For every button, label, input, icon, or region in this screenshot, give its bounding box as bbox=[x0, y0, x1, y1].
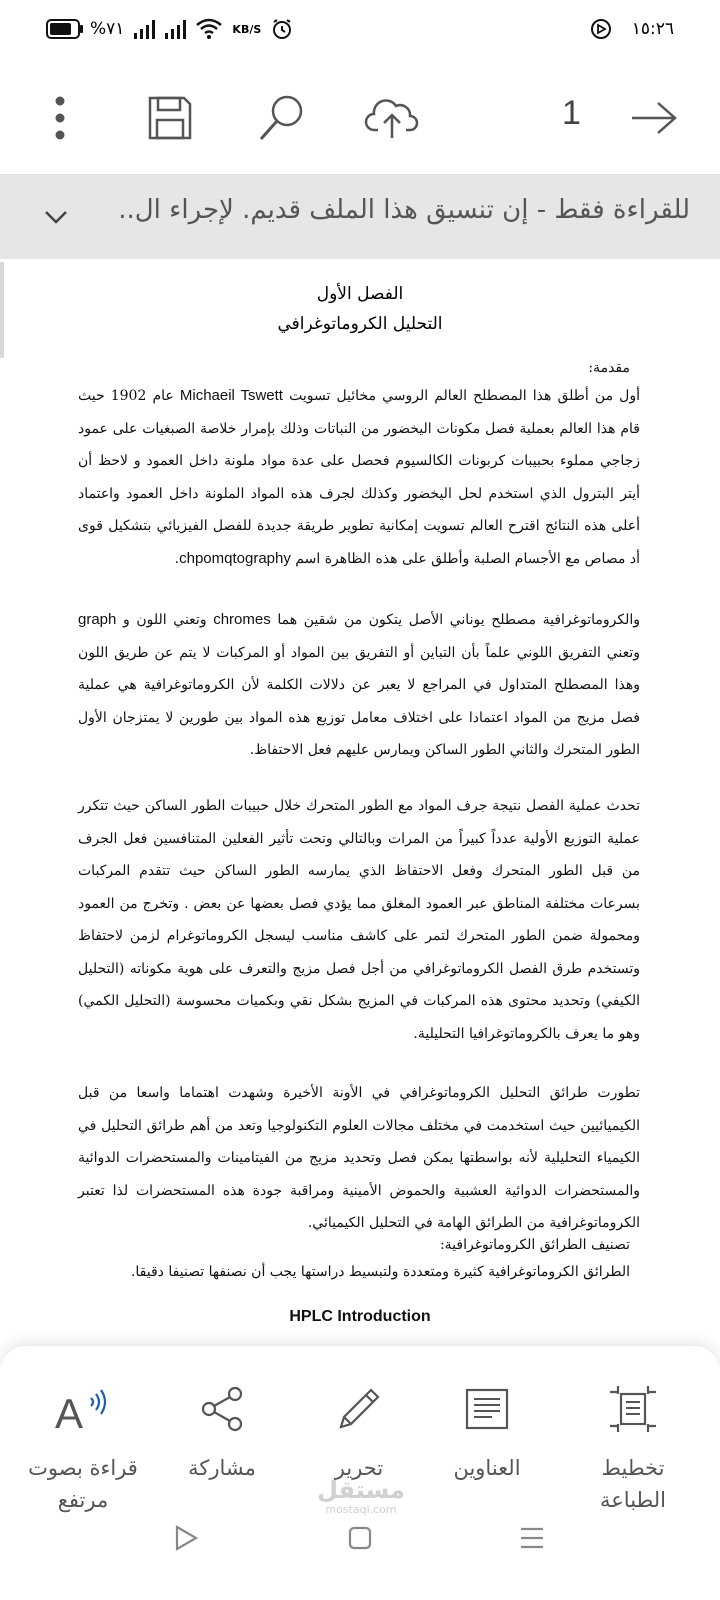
intro-label: مقدمة: bbox=[588, 360, 630, 376]
nav-back-button[interactable] bbox=[166, 1518, 206, 1558]
forward-button[interactable] bbox=[622, 86, 686, 150]
print-layout-label: تخطيط الطباعة bbox=[600, 1456, 666, 1512]
read-only-banner[interactable] bbox=[0, 175, 720, 259]
alarm-icon bbox=[271, 18, 293, 40]
watermark-domain: mostaql.com bbox=[325, 1503, 397, 1516]
headings-label: العناوين bbox=[453, 1456, 521, 1480]
battery-percent: %٧١ bbox=[90, 19, 125, 39]
share-button[interactable] bbox=[155, 1374, 289, 1484]
headings-icon bbox=[464, 1387, 510, 1431]
page-number: 1 bbox=[562, 94, 581, 132]
paragraph-4: تطورت طرائق التحليل الكروماتوغرافي في الأونة الأخيرة وشهدت اهتماما واسعا من قبل الكيميائيين حيث استخدمت في مختلف مجالات العلوم التكنولوجيا وتعد من أهم طرائق التحليل في الكيمياء التحليلية لأنه بواسطتها يمكن فصل وتحديد مزيج من الفيتامينات والمستحضرات الدوائية والمستحضرات الدوائية العشبية والحموض الأمينية ومراقبة جودة هذه المستحضرات لذا تعتبر الكروماتوغرافية من الطرائق الهامة في التحليل الكيميائي. bbox=[78, 1085, 640, 1231]
arrow-right-icon bbox=[630, 100, 678, 136]
signal-icon-2 bbox=[165, 19, 186, 39]
more-vertical-icon bbox=[53, 96, 67, 140]
read-aloud-label: قراءة بصوت مرتفع bbox=[28, 1456, 138, 1512]
svg-text:A: A bbox=[55, 1390, 84, 1434]
share-label: مشاركة bbox=[188, 1456, 256, 1480]
chevron-down-icon[interactable] bbox=[40, 201, 72, 233]
cloud-upload-button[interactable] bbox=[360, 86, 424, 150]
bottom-action-panel bbox=[0, 1346, 720, 1600]
classification-heading: تصنيف الطرائق الكروماتوغرافية: bbox=[439, 1237, 630, 1253]
page-edge bbox=[0, 262, 4, 358]
watermark-brand: مستقل bbox=[317, 1476, 405, 1504]
cloud-upload-icon bbox=[364, 96, 420, 140]
print-layout-button[interactable] bbox=[566, 1374, 700, 1516]
system-nav-bar bbox=[0, 1500, 720, 1570]
square-home-icon bbox=[347, 1525, 373, 1551]
app-notification-icon bbox=[590, 18, 612, 40]
classification-text: الطرائق الكروماتوغرافية كثيرة ومتعددة ولتبسيط دراستها يجب أن نصنفها تصنيفا دقيقا. bbox=[130, 1264, 630, 1280]
paragraph-2: والكروماتوغرافية مصطلح يوناني الأصل يتكون من شقين هما chromes وتعني اللون و graph وتعني التفريق اللوني علماً بأن التباين أو التفريق بين المواد أو المركبات لا يتم عن طريق اللون وهذا المصطلح المتداول في المراجع لا يعبر عن دلالات الكلمة لأن الكروماتوغرافية هي عملية فصل مزيج من المواد اعتمادا على اختلاف معامل توزيع هذه المواد بين طورين لا يمتزجان الأول الطور المتحرك والثاني الطور الساكن ويمارس عليهم فعل الاحتفاظ. bbox=[78, 611, 640, 758]
search-button[interactable] bbox=[250, 86, 314, 150]
save-icon bbox=[146, 94, 194, 142]
triangle-back-icon bbox=[173, 1524, 199, 1552]
share-icon bbox=[199, 1386, 245, 1432]
more-options-button[interactable] bbox=[28, 86, 92, 150]
chapter-subtitle: التحليل الكروماتوغرافي bbox=[277, 314, 443, 334]
headings-button[interactable] bbox=[420, 1374, 554, 1484]
nav-home-button[interactable] bbox=[340, 1518, 380, 1558]
read-aloud-button[interactable] bbox=[16, 1374, 150, 1516]
clock: ١٥:٢٦ bbox=[631, 19, 674, 39]
hplc-heading: HPLC Introduction bbox=[289, 1308, 431, 1325]
paragraph-3: تحدث عملية الفصل نتيجة جرف المواد مع الطور المتحرك خلال حبيبات الطور الساكن حيث تتكرر عملية التوزيع الأولية عدداً كبيراً من المرات وبالتالي وتحت تأثير الفعلين المتنافسين فعل الجرف من قبل الطور المتحرك وفعل الاحتفاظ الذي يمارسه الطور الساكن حيث تتقدم المركبات بسرعات مختلفة المناطق عبر العمود المغلق مما يؤدي فصل بعضها عن بعض . وتخرج من العمود ومحمولة ضمن الطور المتحرك لتمر على كاشف مناسب ليسجل الكروماتوغرام لزمن لاحتفاظ وتستخدم طرق الفصل الكروماتوغرافي من أجل فصل مزيج والتعرف على هوية مكوناته (التحليل الكيفي) وتحديد محتوى هذه المركبات في المزيج بشكل نقي وبكميات محسوسة (التحليل الكمي) وهو ما يعرف بالكروماتوغرافيا التحليلية. bbox=[78, 798, 640, 1042]
banner-text: للقراءة فقط - إن تنسيق هذا الملف قديم. لإجراء ال.. bbox=[118, 195, 690, 225]
nav-menu-button[interactable] bbox=[512, 1518, 552, 1558]
chapter-title: الفصل الأول bbox=[316, 284, 404, 304]
status-bar bbox=[0, 0, 720, 64]
signal-icon bbox=[134, 19, 155, 39]
save-button[interactable] bbox=[138, 86, 202, 150]
document-toolbar bbox=[0, 64, 720, 175]
edit-label: تحرير bbox=[334, 1456, 384, 1480]
search-icon bbox=[257, 93, 307, 143]
print-layout-icon bbox=[608, 1384, 658, 1434]
read-aloud-icon bbox=[53, 1384, 113, 1434]
battery-icon bbox=[46, 19, 80, 39]
pencil-icon bbox=[335, 1385, 383, 1433]
document-page[interactable] bbox=[0, 262, 720, 1350]
edit-button[interactable] bbox=[292, 1374, 426, 1484]
menu-lines-icon bbox=[518, 1525, 546, 1551]
wifi-icon bbox=[196, 18, 222, 40]
network-speed-unit: KB/S bbox=[232, 22, 262, 36]
paragraph-1: أول من أطلق هذا المصطلح العالم الروسي مخائيل تسويت Michaeil Tswett عام 1902 حيث قام هذا العالم بعملية فصل مكونات اليخضور من النباتات وذلك بإمرار خلاصة الصبغيات على عمود زجاجي مملوء بحبيبات كربونات الكالسيوم فحصل على عدة مواد ملونة داخل العمود و لاحظ أن أيتر البترول الذي استخدم لحل اليخضور وكذلك لجرف هذه المواد الملونة داخل العمود واعتماد أعلى هذه النتائج اقترح العالم تسويت إمكانية تطوير طريقة جديدة للفصل الفيزيائي بتشكيل قوى أد مصاص مع الأجسام الصلبة وأطلق على هذه الظاهرة اسم chpomqtography. bbox=[78, 387, 640, 567]
